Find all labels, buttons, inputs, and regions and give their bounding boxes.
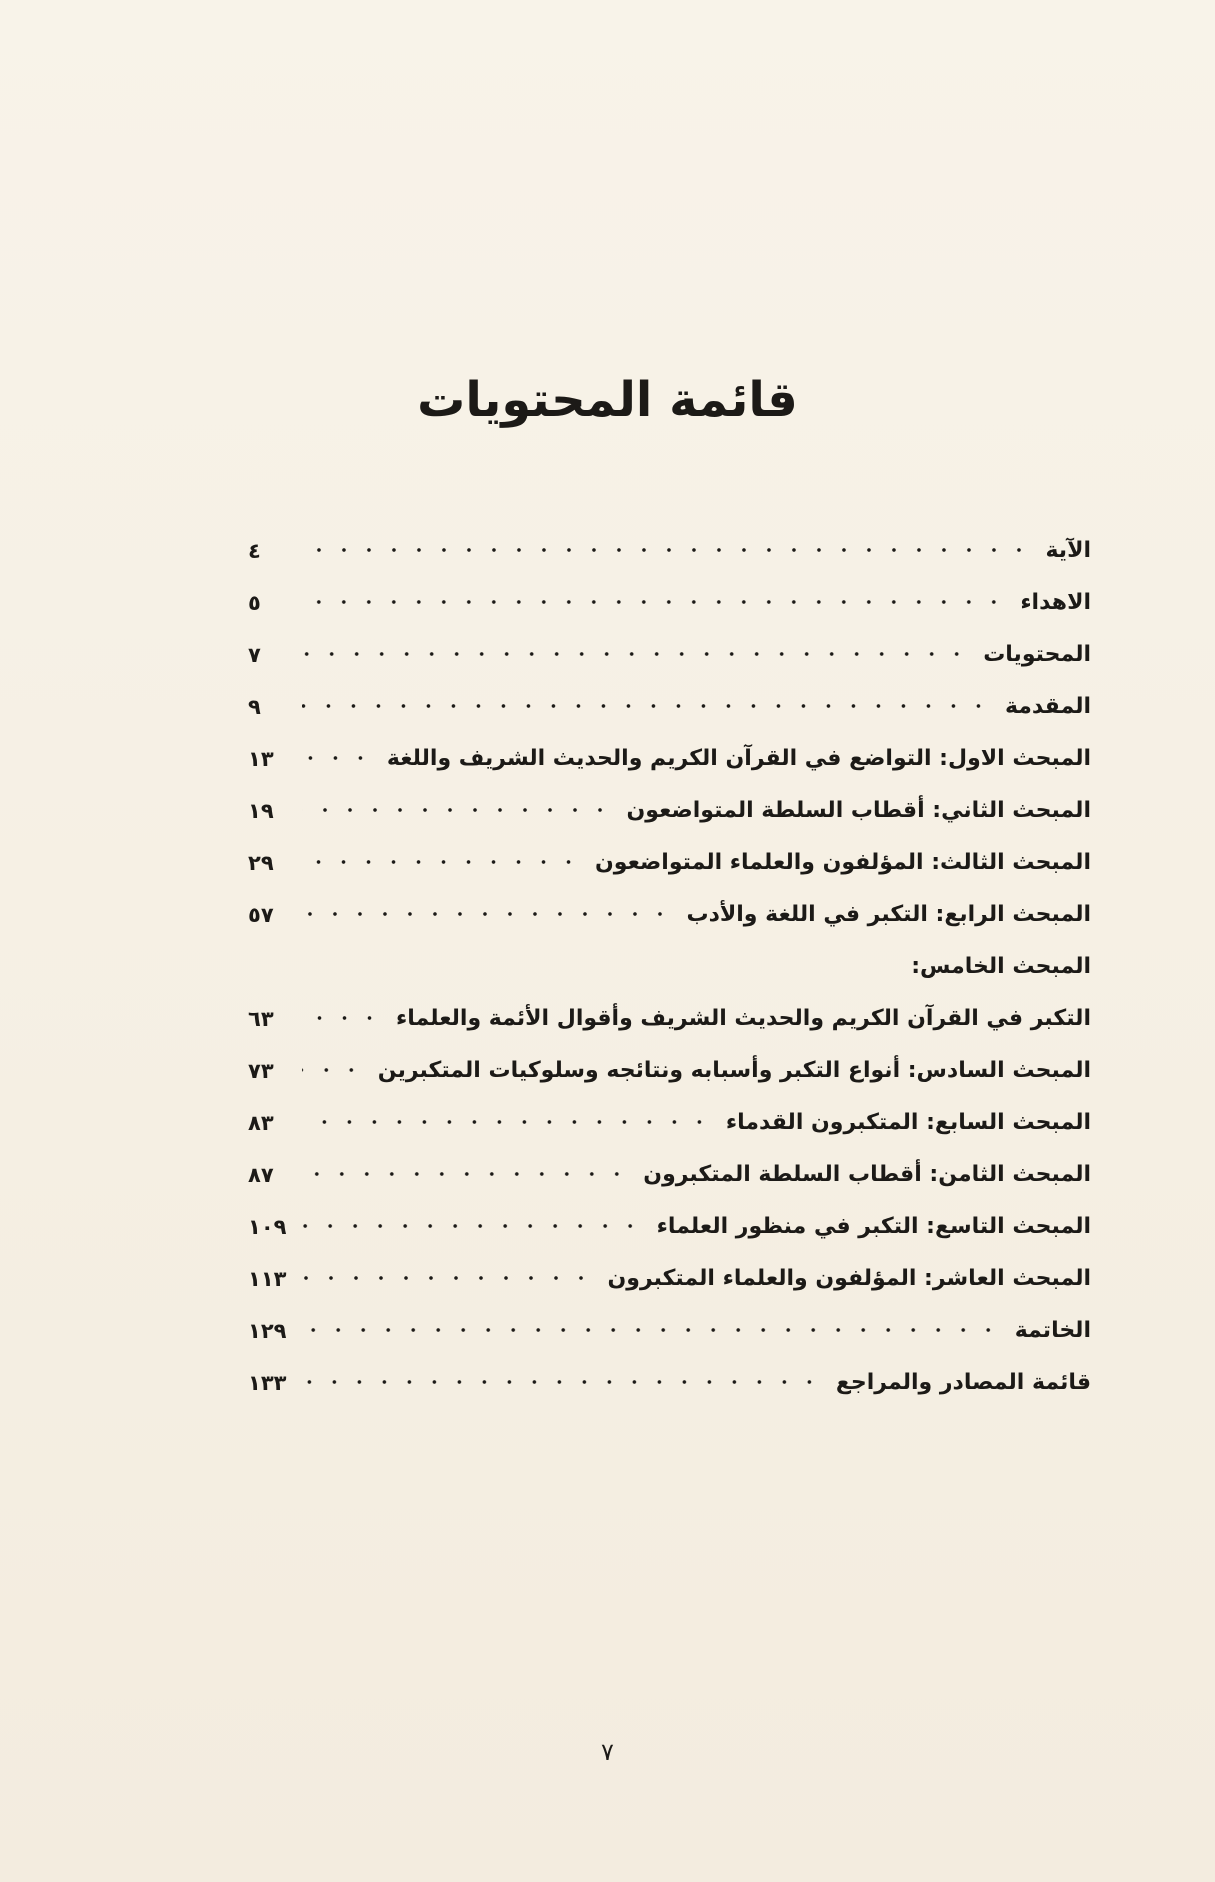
toc-entry <box>248 1134 1091 1186</box>
toc-entry-page: ٨٣ <box>248 1111 274 1135</box>
toc-entry <box>248 562 1091 614</box>
toc-entry-title: المبحث العاشر: المؤلفون والعلماء المتكبرون <box>607 1266 1091 1291</box>
dot-leader <box>302 1216 643 1236</box>
toc-entry <box>248 822 1091 874</box>
toc-entry <box>248 1238 1091 1290</box>
toc-entry-page: ١٣٣ <box>248 1371 287 1395</box>
toc-section-heading <box>248 926 1091 978</box>
dot-leader <box>302 696 991 716</box>
toc-entry-title: المحتويات <box>983 642 1091 667</box>
toc-entry-page: ٥ <box>248 591 261 615</box>
toc-entry <box>248 770 1091 822</box>
toc-entry-title: الاهداء <box>1020 590 1091 615</box>
dot-leader <box>302 592 1006 612</box>
toc-entry-title: المبحث السادس: أنواع التكبر وأسبابه ونتائجه وسلوكيات المتكبرين <box>377 1058 1091 1083</box>
dot-leader <box>302 1008 382 1028</box>
toc-entry-title: الخاتمة <box>1014 1318 1091 1343</box>
toc-entry-title: المبحث الرابع: التكبر في اللغة والأدب <box>686 902 1091 927</box>
toc-entry-title: المبحث الثامن: أقطاب السلطة المتكبرون <box>643 1162 1091 1187</box>
dot-leader <box>302 852 581 872</box>
toc-entry-page: ٧ <box>248 643 261 667</box>
page-title: قائمة المحتويات <box>417 372 798 428</box>
dot-leader <box>302 1320 1001 1340</box>
toc-entry <box>248 1082 1091 1134</box>
toc-entry <box>248 1186 1091 1238</box>
toc-entry-title: الآية <box>1045 538 1091 563</box>
toc-entry-page: ١٠٩ <box>248 1215 287 1239</box>
toc-entry-page: ١٩ <box>248 799 274 823</box>
toc-entry <box>248 1030 1091 1082</box>
dot-leader <box>302 1112 712 1132</box>
dot-leader <box>302 1164 629 1184</box>
dot-leader <box>302 1060 364 1080</box>
toc-entry <box>248 510 1091 562</box>
page-number: ٧ <box>601 1738 614 1766</box>
toc-entry-page: ٧٣ <box>248 1059 274 1083</box>
toc-entry-title: المبحث الثاني: أقطاب السلطة المتواضعون <box>626 798 1091 823</box>
toc-entry <box>248 978 1091 1030</box>
toc-entry-page: ٤ <box>248 539 261 563</box>
dot-leader <box>302 904 672 924</box>
toc-entry <box>248 614 1091 666</box>
dot-leader <box>302 644 969 664</box>
toc-entry-title: المبحث الثالث: المؤلفون والعلماء المتواضعون <box>595 850 1091 875</box>
toc-entry-page: ١٣ <box>248 747 274 771</box>
dot-leader <box>302 1372 822 1392</box>
toc-entry <box>248 718 1091 770</box>
toc-entry <box>248 874 1091 926</box>
toc-entry-title: المبحث التاسع: التكبر في منظور العلماء <box>656 1214 1091 1239</box>
dot-leader <box>302 800 613 820</box>
toc-entry <box>248 1290 1091 1342</box>
toc-entry-page: ١١٣ <box>248 1267 287 1291</box>
toc-entry <box>248 666 1091 718</box>
dot-leader <box>302 1268 594 1288</box>
toc-entry-page: ٥٧ <box>248 903 274 927</box>
toc-entry-title: المبحث الخامس: <box>911 954 1091 979</box>
toc-entry-page: ١٢٩ <box>248 1319 287 1343</box>
toc-entry <box>248 1342 1091 1394</box>
dot-leader <box>302 540 1031 560</box>
toc-entry-page: ٢٩ <box>248 851 274 875</box>
toc-entry-title: التكبر في القرآن الكريم والحديث الشريف وأقوال الأئمة والعلماء <box>396 1006 1091 1031</box>
toc-entry-title: المبحث الاول: التواضع في القرآن الكريم والحديث الشريف واللغة <box>386 746 1091 771</box>
toc-entry-title: المبحث السابع: المتكبرون القدماء <box>725 1110 1091 1135</box>
dot-leader <box>302 748 373 768</box>
toc-entry-title: المقدمة <box>1004 694 1091 719</box>
table-of-contents <box>248 510 1091 1394</box>
toc-entry-title: قائمة المصادر والمراجع <box>835 1370 1091 1395</box>
toc-entry-page: ٦٣ <box>248 1007 274 1031</box>
toc-entry-page: ٨٧ <box>248 1163 274 1187</box>
toc-entry-page: ٩ <box>248 695 261 719</box>
